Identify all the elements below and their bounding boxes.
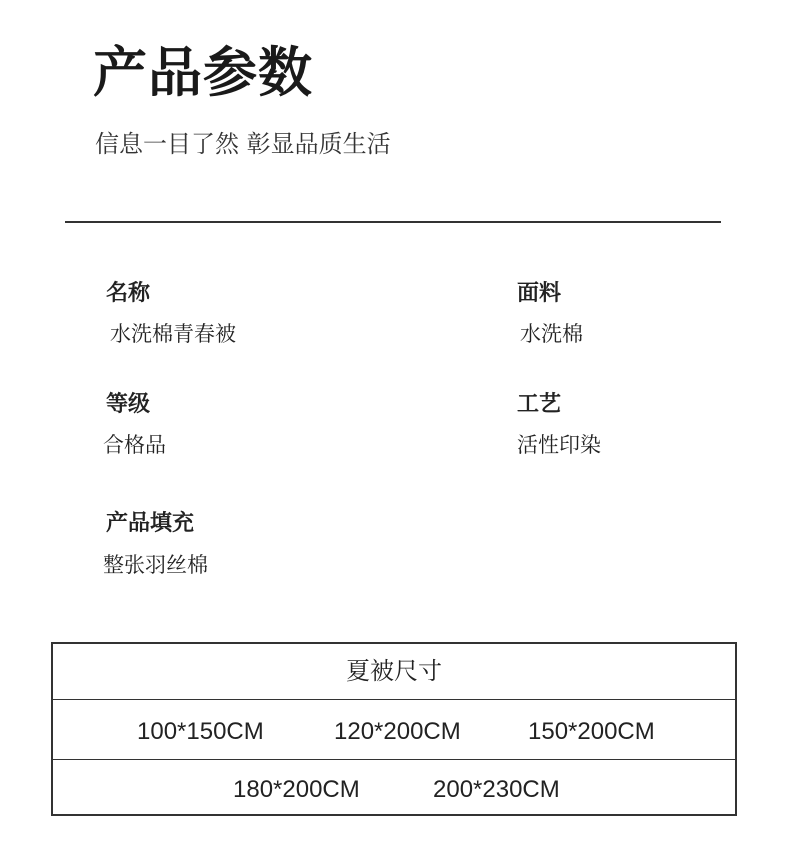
param-name-value: 水洗棉青春被	[110, 322, 236, 346]
param-craft-value: 活性印染	[517, 433, 601, 457]
table-divider	[53, 759, 735, 760]
param-filling-label: 产品填充	[106, 511, 195, 536]
param-filling-value: 整张羽丝棉	[103, 553, 208, 577]
param-fabric-label: 面料	[517, 281, 562, 306]
size-cell: 100*150CM	[137, 718, 264, 745]
param-name-label: 名称	[106, 281, 151, 306]
size-table	[51, 642, 737, 816]
param-grade-label: 等级	[106, 392, 151, 417]
param-grade-value: 合格品	[103, 433, 166, 457]
param-fabric-value: 水洗棉	[520, 322, 583, 346]
page-title: 产品参数	[93, 41, 313, 104]
size-table-header: 夏被尺寸	[346, 657, 442, 685]
size-cell: 200*230CM	[433, 776, 560, 803]
size-cell: 150*200CM	[528, 718, 655, 745]
param-craft-label: 工艺	[517, 392, 562, 417]
table-divider	[53, 699, 735, 700]
size-cell: 180*200CM	[233, 776, 360, 803]
page-subtitle: 信息一目了然 彰显品质生活	[95, 130, 391, 158]
size-cell: 120*200CM	[334, 718, 461, 745]
header-divider	[65, 221, 721, 223]
